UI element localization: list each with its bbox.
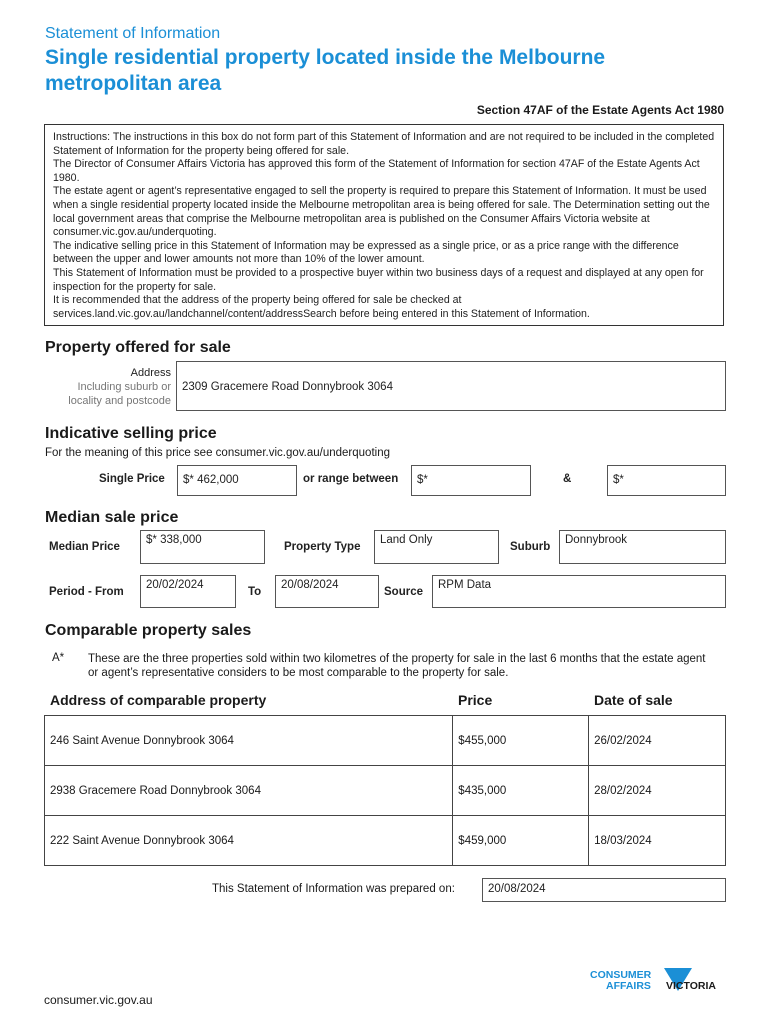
- table-row: [45, 766, 726, 816]
- period-from-label: Period - From: [49, 586, 124, 598]
- range-high-field[interactable]: $*: [607, 465, 726, 496]
- comparable-note: These are the three properties sold within two kilometres of the property for sale in the last 6 months that the estate agent or agent’s representative considers to be most comparable to the property for sale.: [88, 653, 706, 679]
- logo-text-affairs: AFFAIRS: [606, 980, 651, 992]
- address-label-line: Including suburb or: [77, 381, 171, 393]
- comparable-table: [44, 715, 726, 866]
- footer-url: consumer.vic.gov.au: [44, 993, 153, 1007]
- comparable-address[interactable]: 246 Saint Avenue Donnybrook 3064: [45, 716, 453, 766]
- median-price-field[interactable]: $* 338,000: [140, 530, 265, 564]
- instructions-paragraph: The Director of Consumer Affairs Victoria has approved this form of the Statement of Information for section 47AF of the Estate Agents Act 1980.: [53, 158, 700, 184]
- table-row: [45, 716, 726, 766]
- comparable-price[interactable]: $459,000: [453, 816, 589, 866]
- property-type-label: Property Type: [284, 541, 361, 553]
- comparable-address[interactable]: 222 Saint Avenue Donnybrook 3064: [45, 816, 453, 866]
- logo-text-consumer: CONSUMER: [590, 969, 652, 981]
- instructions-paragraph: Instructions: The instructions in this box do not form part of this Statement of Information and are not required to be included in the completed Statement of Information for the property being offered for sale.: [53, 131, 715, 157]
- median-price-label: Median Price: [49, 541, 120, 553]
- period-to-field[interactable]: 20/08/2024: [275, 575, 379, 608]
- suburb-field[interactable]: Donnybrook: [559, 530, 726, 564]
- col-header-price: Price: [458, 692, 493, 708]
- comparable-date[interactable]: 18/03/2024: [589, 816, 726, 866]
- indicative-meaning: For the meaning of this price see consumer.vic.gov.au/underquoting: [45, 447, 390, 459]
- range-low-field[interactable]: $*: [411, 465, 531, 496]
- range-label: or range between: [303, 473, 399, 485]
- prepared-label: This Statement of Information was prepared on:: [212, 883, 455, 895]
- instructions-paragraph: The indicative selling price in this Statement of Information may be expressed as a single price, or as a price range with the difference between the upper and lower amounts not more than 10% of the lower amount.: [53, 239, 679, 266]
- section-reference: Section 47AF of the Estate Agents Act 1980: [476, 103, 724, 117]
- logo-text-victoria: VICTORIA: [666, 980, 716, 992]
- suburb-label: Suburb: [510, 541, 551, 553]
- comparable-address[interactable]: 2938 Gracemere Road Donnybrook 3064: [45, 766, 453, 816]
- single-price-label: Single Price: [99, 473, 165, 485]
- comparable-date[interactable]: 28/02/2024: [589, 766, 726, 816]
- period-to-label: To: [248, 586, 262, 598]
- instructions-paragraph: This Statement of Information must be provided to a prospective buyer within two business days of a request and displayed at any open for inspection for the property for sale.: [53, 266, 704, 293]
- comparable-date[interactable]: 26/02/2024: [589, 716, 726, 766]
- form-kicker: Statement of Information: [45, 25, 221, 42]
- col-header-date: Date of sale: [594, 692, 673, 708]
- source-label: Source: [384, 586, 423, 598]
- table-row: [45, 816, 726, 866]
- period-from-field[interactable]: 20/02/2024: [140, 575, 236, 608]
- instructions-paragraph: The estate agent or agent’s representative engaged to sell the property is required to prepare this Statement of Information. It must be used when a single residential property located inside the Melbourne metropolitan area is being offered for sale. The Determination setting out the local government areas that comprise the Melbourne metropolitan area is published on the Consumer Affairs Victoria website at consumer.vic.gov.au/underquoting.: [53, 185, 710, 239]
- instructions-box: [44, 124, 724, 326]
- median-heading: Median sale price: [45, 509, 179, 526]
- source-field[interactable]: RPM Data: [432, 575, 726, 608]
- range-ampersand: &: [563, 473, 572, 485]
- prepared-date-field[interactable]: 20/08/2024: [482, 878, 726, 902]
- comparable-price[interactable]: $455,000: [453, 716, 589, 766]
- page-title: Single residential property located inside the Melbourne metropolitan area: [45, 46, 606, 95]
- instructions-paragraph: It is recommended that the address of the property being offered for sale be checked at services.land.vic.gov.au/landchannel/content/addressSearch before being entered in this Statement of Information.: [53, 294, 590, 320]
- consumer-affairs-victoria-logo: [590, 965, 730, 1005]
- address-label: [30, 366, 171, 408]
- comparable-marker: A*: [52, 652, 65, 664]
- address-label-line: locality and postcode: [68, 395, 171, 407]
- property-address-field[interactable]: 2309 Gracemere Road Donnybrook 3064: [176, 361, 726, 411]
- single-price-field[interactable]: $* 462,000: [177, 465, 297, 496]
- col-header-address: Address of comparable property: [50, 692, 267, 708]
- comparable-price[interactable]: $435,000: [453, 766, 589, 816]
- property-heading: Property offered for sale: [45, 339, 231, 356]
- indicative-heading: Indicative selling price: [45, 425, 217, 442]
- comparable-heading: Comparable property sales: [45, 622, 252, 639]
- property-type-field[interactable]: Land Only: [374, 530, 499, 564]
- address-label-line: Address: [130, 367, 171, 379]
